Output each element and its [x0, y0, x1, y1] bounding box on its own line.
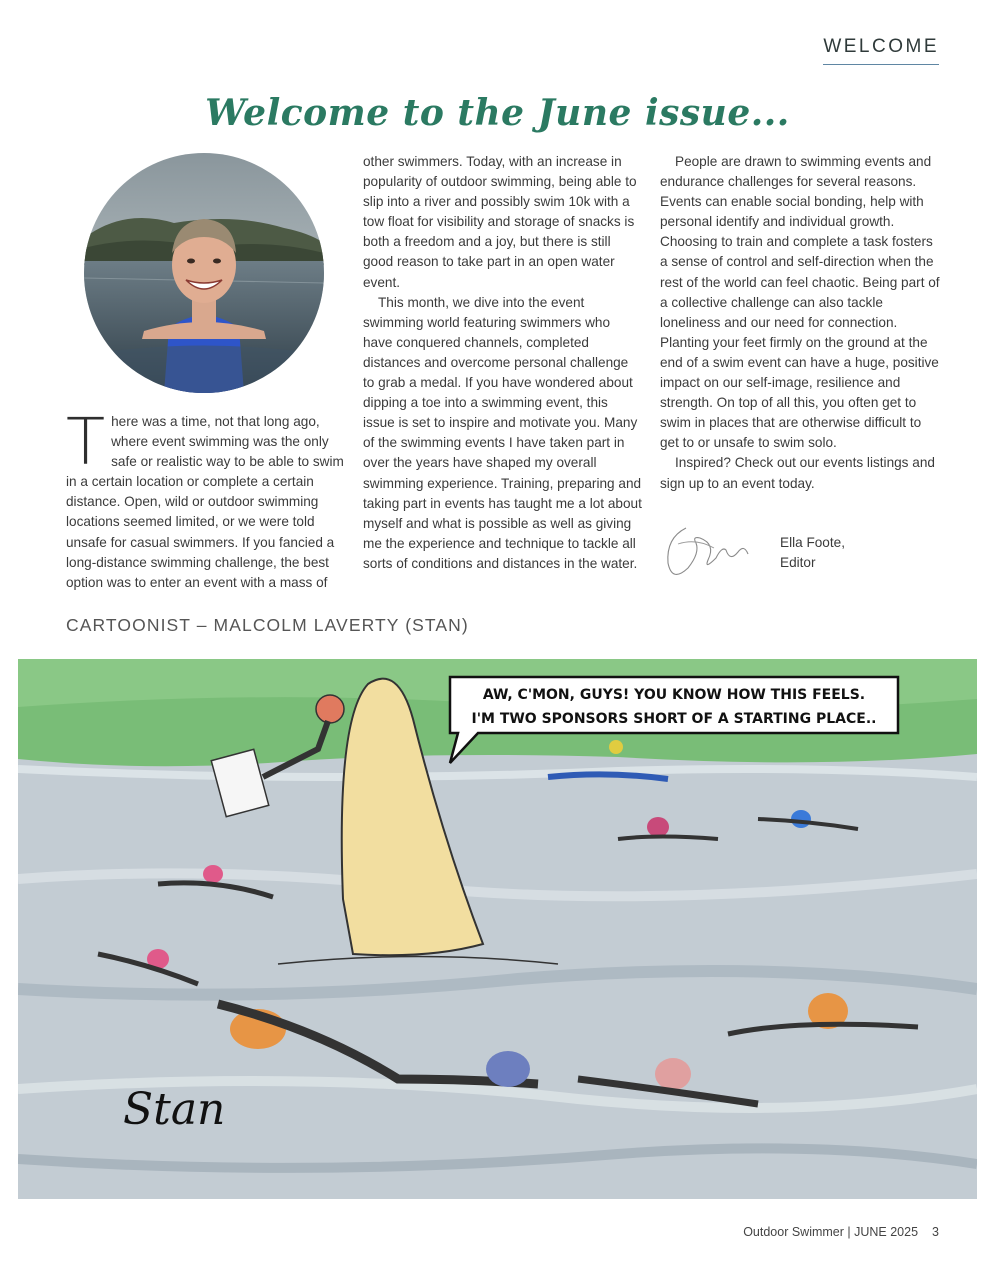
artist-signature: Stan — [123, 1084, 226, 1135]
article-paragraph: People are drawn to swimming events and endurance challenges for several reasons. Events can enable social bonding, help with personal identify and individual growth. Choosing to train and complete a task fosters a sense of control and self-direction when the rest of the world can feel chaotic. Being part of a collective challenge can also tackle loneliness and our need for connection. Planting your feet firmly on the ground at the end of a swim event can have a huge, positive impact on our self-image, resilience and strength. On top of all this, you often get to swim in places that are otherwise difficult to get to or unsafe to swim solo. — [660, 154, 940, 451]
speech-line-1: AW, C'MON, GUYS! YOU KNOW HOW THIS FEELS. — [482, 687, 866, 703]
article-paragraph: This month, we dive into the event swimming world featuring swimmers who have conquered channels, completed distances and overcome personal challenge to grab a medal. If you have wondered about dipping a toe into a swimming event, this issue is set to inspire and motivate you. Many of the swimming events I have taken part in over the years have shaped my overall swimming experience. Training, preparing and taking part in events has taught me a lot about myself and what is possible as well as giving me the experience and technique to tackle all sorts of conditions and distances in the water. — [363, 294, 642, 571]
drop-cap: T — [66, 406, 106, 480]
page-number: 3 — [932, 1225, 939, 1239]
cartoon-illustration — [18, 659, 977, 1199]
cartoonist-credit: CARTOONIST – MALCOLM LAVERTY (STAN) — [66, 615, 469, 635]
speech-line-2: I'M TWO SPONSORS SHORT OF A STARTING PLACE.. — [471, 711, 877, 727]
page-footer — [743, 1225, 939, 1239]
page-title: Welcome to the June issue... — [205, 92, 790, 134]
publication-line: Outdoor Swimmer | JUNE 2025 — [743, 1225, 919, 1239]
editor-signature — [656, 508, 756, 588]
editor-signoff — [780, 533, 845, 573]
article-paragraph: other swimmers. Today, with an increase in popularity of outdoor swimming, being able to slip into a river and possibly swim 10k with a tow float for visibility and storage of snacks is both a freedom and a joy, but there is still good reason to take part in an open water event. — [363, 154, 637, 290]
article-paragraph: Inspired? Check out our events listings and sign up to an event today. — [660, 455, 935, 491]
article-column-2 — [363, 152, 643, 574]
editor-photo — [84, 153, 324, 393]
editor-role: Editor — [780, 555, 816, 570]
article-column-1 — [66, 406, 346, 593]
editor-name: Ella Foote, — [780, 535, 845, 550]
section-label: WELCOME — [823, 36, 939, 65]
article-column-3 — [660, 152, 940, 494]
article-paragraph: here was a time, not that long ago, where event swimming was the only safe or realistic way to be able to swim in a certain location or complete a certain distance. Open, wild or outdoor swimming locations seemed limited, or we were told unsafe for casual swimmers. If you fancied a long-distance swimming challenge, the best option was to enter an event with a mass of — [66, 414, 344, 590]
